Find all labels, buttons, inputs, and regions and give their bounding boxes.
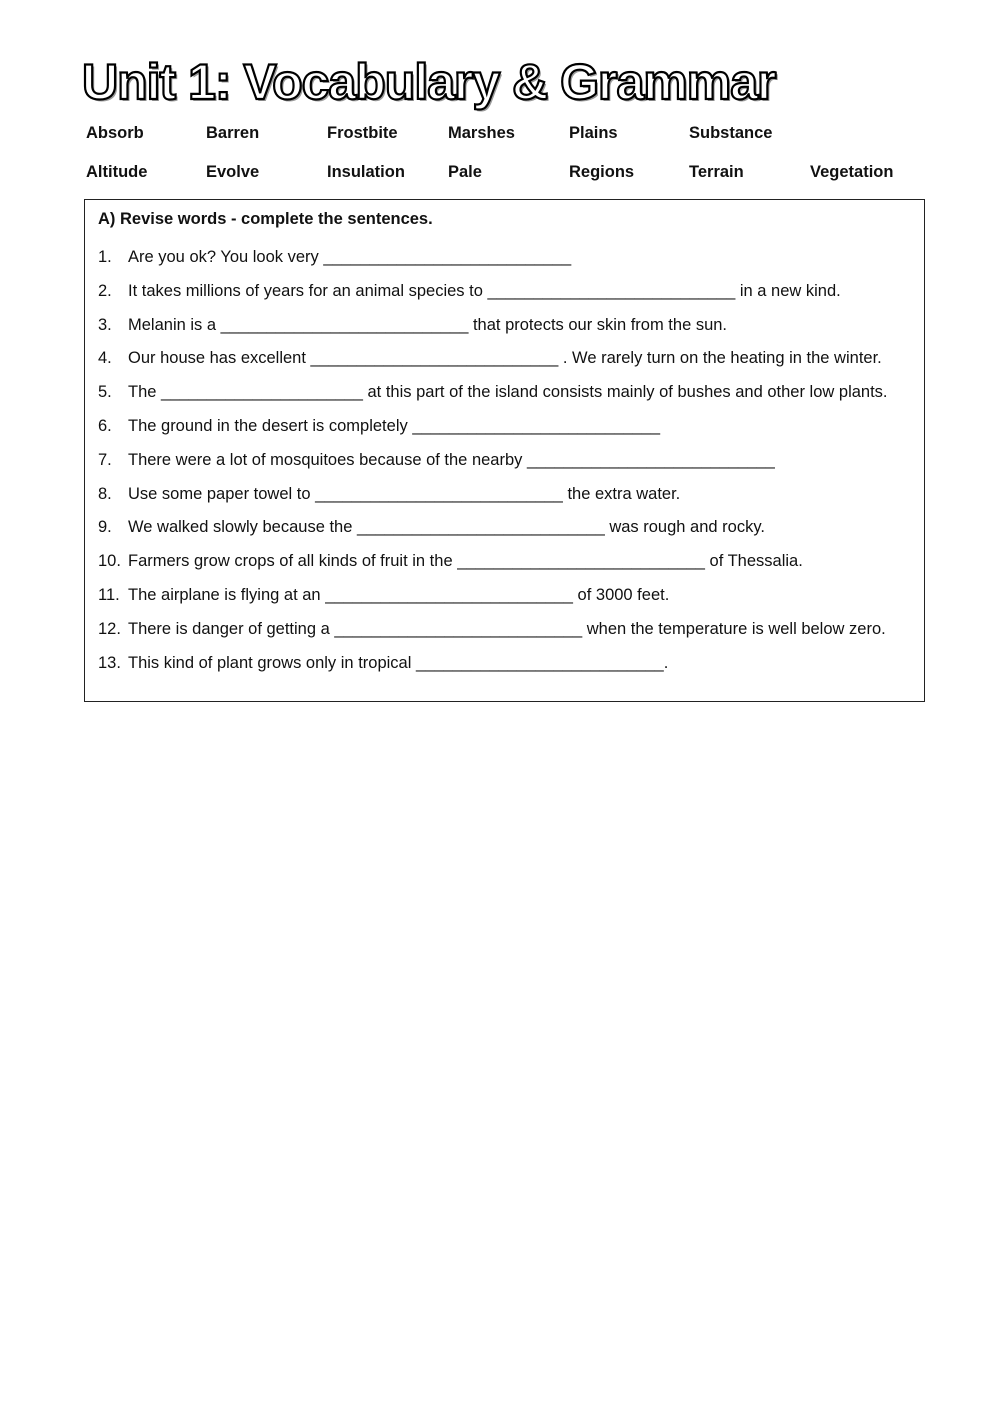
question-number: 12. bbox=[98, 619, 121, 638]
word-bank-word: Plains bbox=[569, 124, 618, 142]
word-bank-word: Marshes bbox=[448, 124, 515, 142]
question-text: The ______________________ at this part of the island consists mainly of bushes and other low plants. bbox=[128, 383, 888, 402]
question-text: Are you ok? You look very ___________________________ bbox=[128, 248, 572, 266]
word-bank-word: Pale bbox=[448, 163, 482, 181]
question-number: 11. bbox=[98, 585, 120, 604]
question-text: Farmers grow crops of all kinds of fruit in the ___________________________ of Thessalia. bbox=[128, 552, 803, 571]
question-text: It takes millions of years for an animal species to ___________________________ in a new kind. bbox=[128, 281, 841, 300]
question-number: 5. bbox=[98, 383, 112, 402]
question-number: 1. bbox=[98, 248, 112, 266]
word-bank-row bbox=[86, 122, 946, 144]
question-number: 6. bbox=[98, 416, 112, 435]
word-bank-word: Evolve bbox=[206, 163, 260, 181]
question-number: 9. bbox=[98, 518, 112, 537]
question-text: We walked slowly because the ___________________________ was rough and rocky. bbox=[128, 518, 765, 537]
question-text: There is danger of getting a ___________________________ when the temperature is well below zero. bbox=[128, 619, 886, 638]
word-bank-row bbox=[86, 161, 946, 183]
word-bank-word: Substance bbox=[689, 124, 773, 142]
word-bank-word: Regions bbox=[569, 163, 635, 181]
word-bank-word: Terrain bbox=[689, 163, 744, 181]
word-bank-word: Frostbite bbox=[327, 124, 398, 142]
question-text: There were a lot of mosquitoes because of the nearby ___________________________ bbox=[128, 450, 775, 469]
question-text: This kind of plant grows only in tropical ___________________________. bbox=[128, 653, 669, 672]
question-number: 2. bbox=[98, 281, 112, 300]
question-text: Our house has excellent ___________________________ . We rarely turn on the heating in the winter. bbox=[128, 349, 882, 368]
question-number: 3. bbox=[98, 315, 112, 334]
question-number: 7. bbox=[98, 450, 112, 469]
page-title: Unit 1: Vocabulary & Grammar bbox=[82, 54, 776, 110]
question-number: 13. bbox=[98, 653, 121, 672]
word-bank-word: Barren bbox=[206, 124, 260, 142]
word-bank-word: Altitude bbox=[86, 163, 148, 181]
question-number: 10. bbox=[98, 552, 121, 571]
question-text: Use some paper towel to ___________________________ the extra water. bbox=[128, 484, 681, 503]
word-bank-word: Insulation bbox=[327, 163, 405, 181]
question-text: Melanin is a ___________________________ that protects our skin from the sun. bbox=[128, 315, 728, 334]
word-bank-word: Vegetation bbox=[810, 163, 894, 181]
question-text: The ground in the desert is completely ___________________________ bbox=[128, 416, 661, 435]
word-bank-word: Absorb bbox=[86, 124, 144, 142]
word-bank bbox=[86, 122, 946, 200]
question-text: The airplane is flying at an ___________________________ of 3000 feet. bbox=[128, 585, 670, 604]
exercise-heading: A) Revise words - complete the sentences. bbox=[98, 210, 433, 228]
exercise-box bbox=[84, 199, 925, 702]
question-number: 8. bbox=[98, 484, 112, 503]
question-number: 4. bbox=[98, 349, 112, 368]
